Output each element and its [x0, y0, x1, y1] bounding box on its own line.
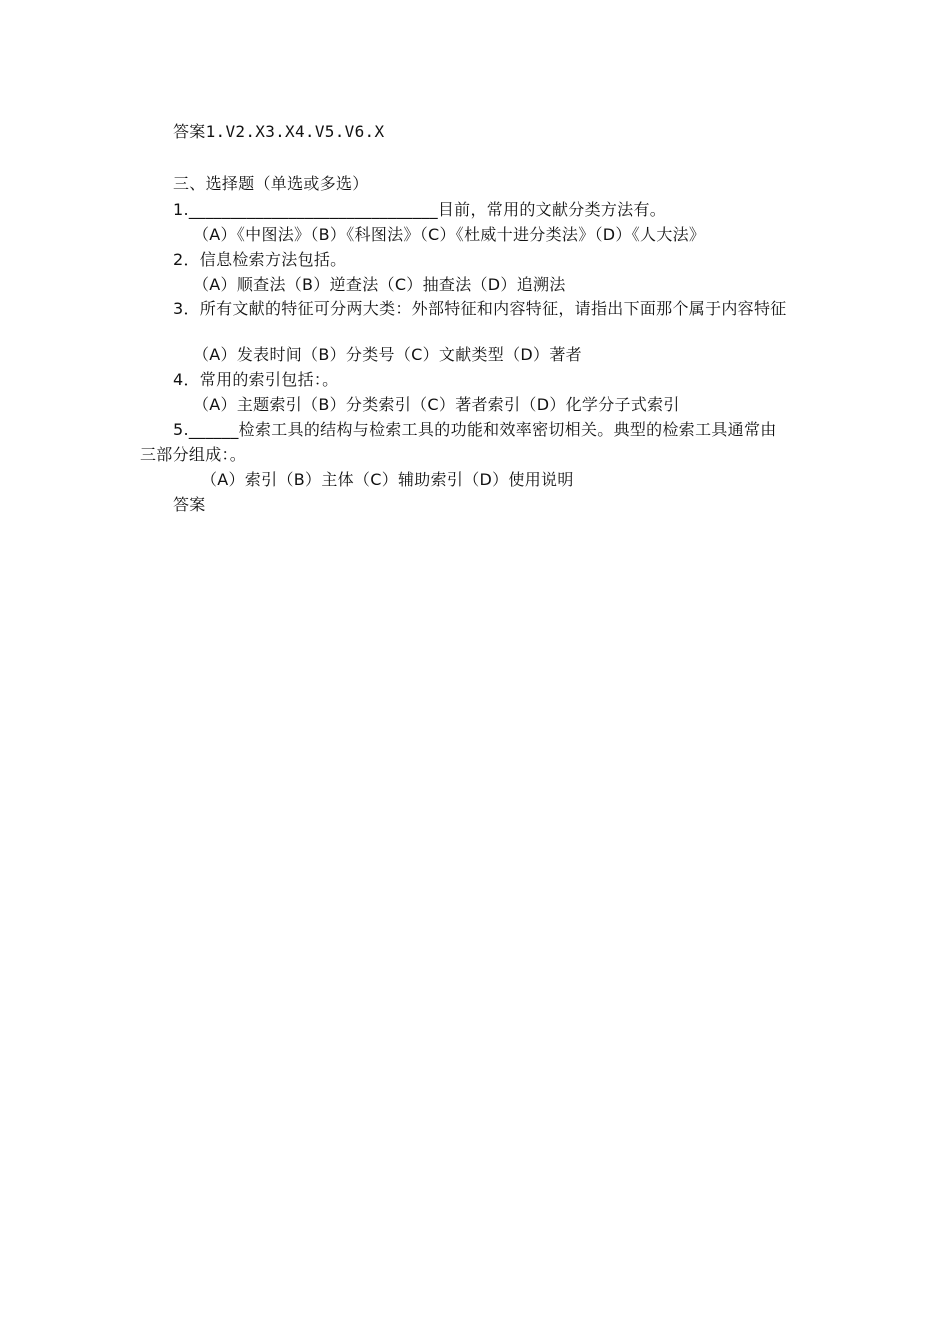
question-3-options: （A）发表时间（B）分类号（C）文献类型（D）著者 [193, 345, 582, 364]
question-2-options: （A）顺查法（B）逆查法（C）抽查法（D）追溯法 [193, 275, 566, 294]
section-heading: 三、选择题（单选或多选） [173, 174, 369, 193]
question-4-options: （A）主题索引（B）分类索引（C）著者索引（D）化学分子式索引 [193, 395, 680, 414]
question-1-stem: 1.______________________________目前，常用的文献分类方法有。 [173, 200, 667, 219]
answer-key-line: 答案1.V2.X3.X4.V5.V6.X [173, 122, 385, 141]
question-2-stem: 2．信息检索方法包括。 [173, 250, 347, 269]
question-5-stem-continued: 三部分组成：。 [140, 445, 247, 464]
answer-label: 答案 [173, 495, 206, 514]
question-3-stem: 3．所有文献的特征可分两大类：外部特征和内容特征，请指出下面那个属于内容特征 [173, 299, 787, 318]
question-5-options: （A）索引（B）主体（C）辅助索引（D）使用说明 [201, 470, 574, 489]
question-1-options: （A）《中图法》（B）《科图法》（C）《杜威十进分类法》（D）《人大法》 [193, 225, 706, 244]
question-5-stem: 5.______检索工具的结构与检索工具的功能和效率密切相关。典型的检索工具通常由 [173, 420, 777, 439]
question-4-stem: 4．常用的索引包括：。 [173, 370, 339, 389]
